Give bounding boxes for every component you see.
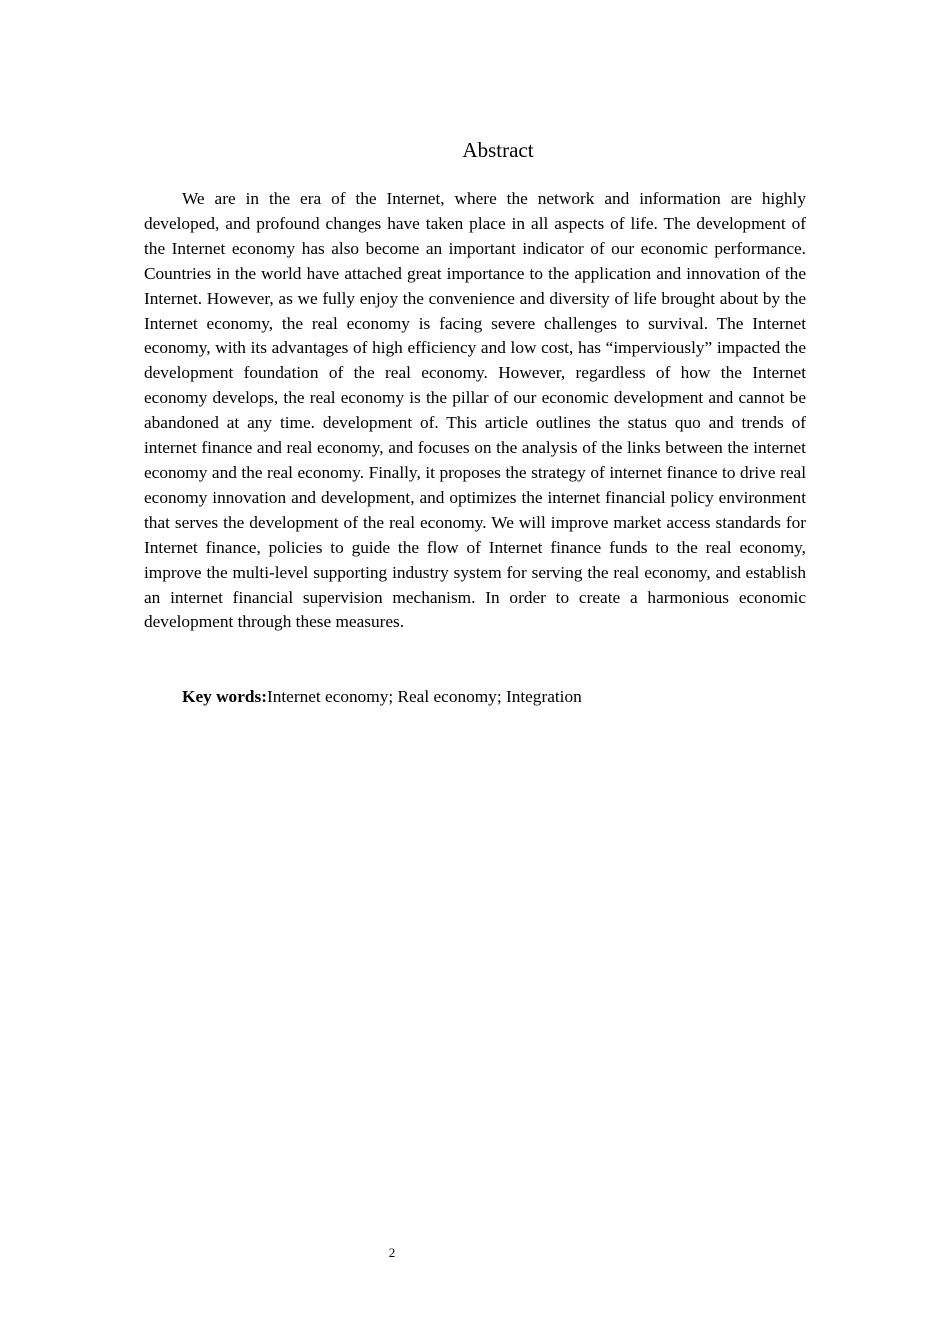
page-number: 2 — [388, 1245, 396, 1260]
abstract-paragraph: We are in the era of the Internet, where the network and information are highly developed, and profound changes have taken place in all aspects of life. The development of the Internet economy has also become an important indicator of our economic performance. Countries in the world have attached great importance to the application and innovation of the Internet. However, as we fully enjoy the convenience and diversity of life brought about by the Internet economy, the real economy is facing severe challenges to survival. The Internet economy, with its advantages of high efficiency and low cost, has “imperviously” impacted the development foundation of the real economy. However, regardless of how the Internet economy develops, the real economy is the pillar of our economic development and cannot be abandoned at any time. development of. This article outlines the status quo and trends of internet finance and real economy, and focuses on the analysis of the links between the internet economy and the real economy. Finally, it proposes the strategy of internet finance to drive real economy innovation and development, and optimizes the internet financial policy environment that serves the development of the real economy. We will improve market access standards for Internet finance, policies to guide the flow of Internet finance funds to the real economy, improve the multi-level supporting industry system for serving the real economy, and establish an internet financial supervision mechanism. In order to create a harmonious economic development through these measures. — [144, 189, 806, 632]
keywords-line — [144, 685, 806, 710]
keywords-label: Key words: — [182, 687, 267, 706]
abstract-title: Abstract — [462, 138, 534, 162]
keywords-text: Internet economy; Real economy; Integration — [266, 687, 582, 706]
